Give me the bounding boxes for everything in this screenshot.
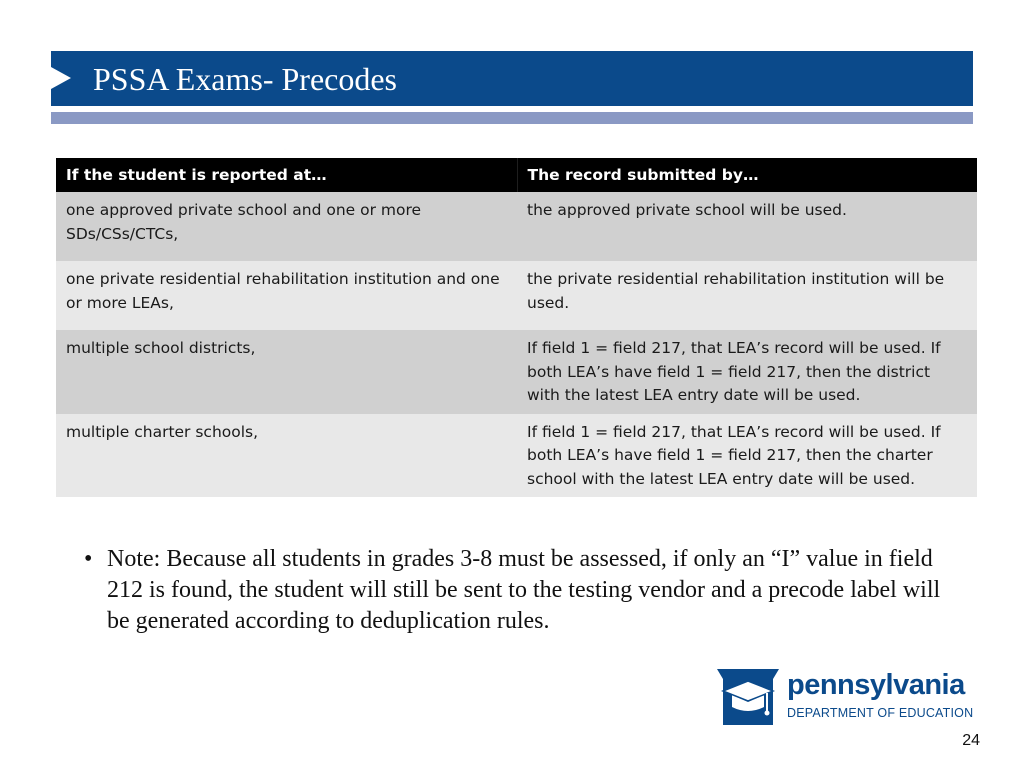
arrow-icon	[51, 67, 71, 89]
column-header-record-submitted: The record submitted by…	[517, 158, 977, 192]
table-cell: one private residential rehabilitation institution and one or more LEAs,	[56, 261, 517, 330]
table-cell: the private residential rehabilitation institution will be used.	[517, 261, 977, 330]
table-cell: If field 1 = field 217, that LEA’s record will be used. If both LEA’s have field 1 = field 217, then the district with the latest LEA entry date will be used.	[517, 330, 977, 414]
table-cell: multiple school districts,	[56, 330, 517, 414]
title-underline-stripe	[51, 112, 973, 124]
pde-logo	[715, 665, 977, 729]
title-bar	[51, 51, 973, 106]
page-number: 24	[962, 732, 980, 749]
table-cell: multiple charter schools,	[56, 414, 517, 498]
table-cell: one approved private school and one or more SDs/CSs/CTCs,	[56, 192, 517, 261]
table-row	[56, 330, 977, 414]
table-row	[56, 192, 977, 261]
table-header-row	[56, 158, 977, 192]
table-row	[56, 261, 977, 330]
logo-wordmark: pennsylvania	[787, 669, 965, 701]
table-cell: the approved private school will be used.	[517, 192, 977, 261]
logo-subtitle: DEPARTMENT OF EDUCATION	[787, 706, 974, 720]
column-header-reported-at: If the student is reported at…	[56, 158, 517, 192]
note-text: Note: Because all students in grades 3-8 must be assessed, if only an “I” value in field 212 is found, the student will still be sent to the testing vendor and a precode label will be generated according to deduplication rules.	[107, 546, 941, 634]
note-bullet-item	[84, 544, 964, 637]
bullet-icon: •	[84, 546, 93, 572]
slide-title: PSSA Exams- Precodes	[93, 61, 397, 97]
keystone-graduation-cap-icon	[715, 665, 781, 729]
precode-rules-table	[56, 158, 977, 497]
table-cell: If field 1 = field 217, that LEA’s record will be used. If both LEA’s have field 1 = field 217, then the charter school with the latest LEA entry date will be used.	[517, 414, 977, 498]
table-row	[56, 414, 977, 498]
